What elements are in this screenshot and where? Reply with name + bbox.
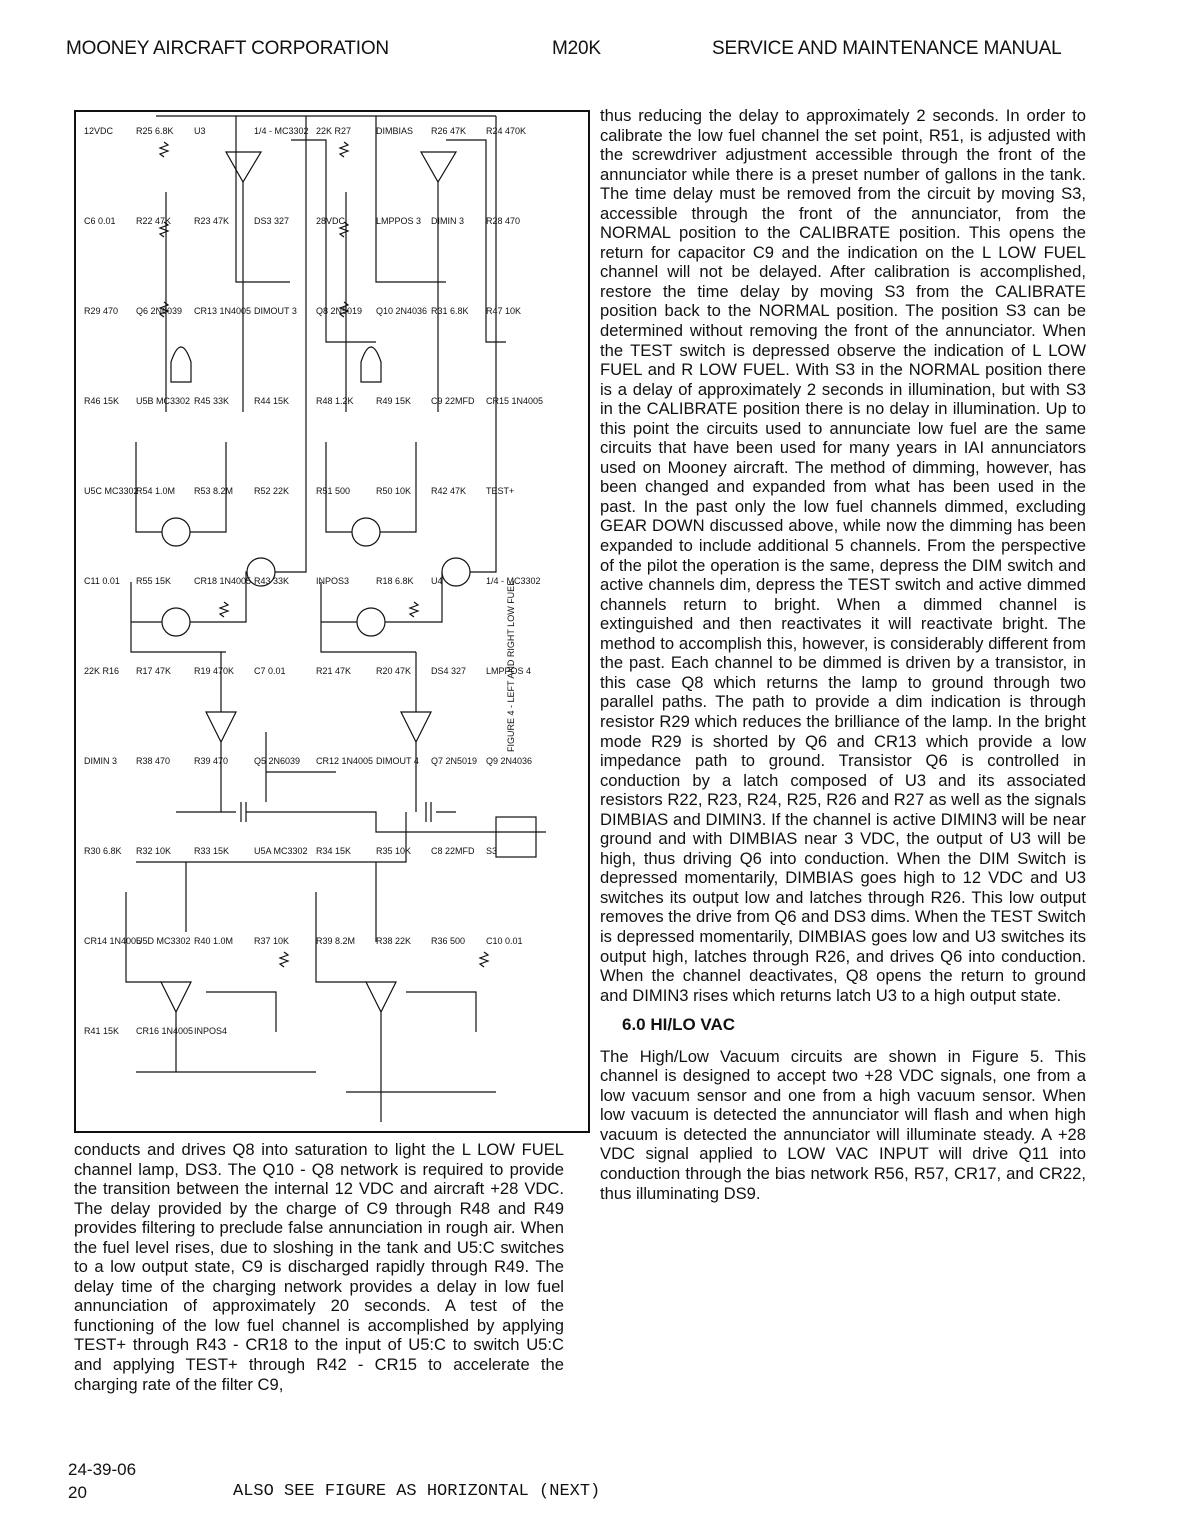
schematic-label: R49 15K xyxy=(376,396,412,406)
schematic-label: Q5 2N6039 xyxy=(254,756,301,766)
footer-note: ALSO SEE FIGURE AS HORIZONTAL (NEXT) xyxy=(233,1482,601,1501)
schematic-label: R21 47K xyxy=(316,666,352,676)
schematic-label: C7 0.01 xyxy=(254,666,286,676)
schematic-label: R29 470 xyxy=(84,306,119,316)
schematic-label: R43 33K xyxy=(254,576,290,586)
schematic-label: R33 15K xyxy=(194,846,230,856)
schematic-labels xyxy=(84,126,543,1036)
schematic-drawing xyxy=(76,112,592,1135)
schematic-label: R53 8.2M xyxy=(194,486,234,496)
schematic-label: DIMIN 3 xyxy=(431,216,465,226)
schematic-label: DIMOUT 3 xyxy=(254,306,297,316)
schematic-label: DS3 327 xyxy=(254,216,290,226)
right-text-column xyxy=(600,106,1086,1203)
schematic-label: R18 6.8K xyxy=(376,576,414,586)
schematic-wiring xyxy=(126,116,546,1122)
schematic-label: R38 22K xyxy=(376,936,412,946)
schematic-label: Q9 2N4036 xyxy=(486,756,533,766)
schematic-label: C11 0.01 xyxy=(84,576,120,586)
schematic-label: R32 10K xyxy=(136,846,172,856)
schematic-label: R20 47K xyxy=(376,666,412,676)
footer-page-number: 20 xyxy=(68,1483,87,1502)
footer-doc-number: 24-39-06 xyxy=(68,1460,137,1479)
right-paragraph: thus reducing the delay to approximately 2 seconds. In order to calibrate the low fuel channel the set point, R51, is adjusted with the screwdriver adjustment accessible through the front of the annunciator while there is a preset number of gallons in the tank. The time delay must be removed from the circuit by moving S3, accessible through the front of the annunciator, from the NORMAL position to the CALIBRATE position. This opens the return for capacitor C9 and the indication on the L LOW FUEL channel will not be delayed. After calibration is accomplished, restore the time delay by moving S3 from the CALIBRATE position back to the NORMAL position. The position S3 can be determined without removing the front of the annunciator. When the TEST switch is depressed observe the indication of L LOW FUEL and R LOW FUEL. With S3 in the NORMAL position there is a delay of approximately 2 seconds in illumination, but with S3 in the CALIBRATE position there is no delay in illumination. Up to this point the circuits used to annunciate low fuel are the same circuits that have been used for many years in IAI annunciators used on Mooney aircraft. The method of dimming, however, has been changed and expanded from what has been used in the past. In the past only the low fuel channels dimmed, excluding GEAR DOWN discussed above, while now the dimming has been expanded to include additional 5 channels. From the perspective of the pilot the operation is the same, depress the DIM switch and active channels dim, depress the TEST switch and active dimmed channels return to bright. When a dimmed channel is extinguished and then reactivates it will reactivate bright. The method to accomplish this, however, is considerably different from the past. Each channel to be dimmed is driven by a transistor, in this case Q8 which returns the lamp to ground through two parallel paths. The path to provide a dim indication is through resistor R29 which reduces the brilliance of the lamp. In the bright mode R29 is shorted by Q6 and CR13 which provide a low impedance path to ground. Transistor Q6 is controlled in conduction by a latch composed of U3 and its associated resistors R22, R23, R24, R25, R26 and R27 as well as the signals DIMBIAS and DIMIN3. If the channel is active DIMIN3 will be near ground and with DIMBIAS near 3 VDC, the output of U3 will be high, thus driving Q6 into conduction. When the DIM Switch is depressed momentarily, DIMBIAS goes high to 12 VDC and U3 switches its output low and latches through R26. This low output removes the drive from Q6 and DS3 dims. When the TEST Switch is depressed momentarily, DIMBIAS goes low and U3 switches its output high, latches through R26, and drives Q6 into conduction. When the channel deactivates, Q8 opens the return to ground and DIMIN3 rises which returns latch U3 to a high output state. xyxy=(600,106,1086,1005)
schematic-label: R47 10K xyxy=(486,306,522,316)
schematic-label: R51 500 xyxy=(316,486,351,496)
schematic-label: DS4 327 xyxy=(431,666,467,676)
left-text-column xyxy=(74,1140,564,1394)
schematic-label: R31 6.8K xyxy=(431,306,469,316)
schematic-label: U5C MC3302 xyxy=(84,486,139,496)
schematic-label: R35 10K xyxy=(376,846,412,856)
schematic-label: R26 47K xyxy=(431,126,467,136)
schematic-label: C9 22MFD xyxy=(431,396,475,406)
schematic-label: R50 10K xyxy=(376,486,412,496)
schematic-label: R25 6.8K xyxy=(136,126,174,136)
schematic-label: U4 xyxy=(431,576,443,586)
schematic-label: Q8 2N5019 xyxy=(316,306,363,316)
schematic-label: R24 470K xyxy=(486,126,527,136)
schematic-label: S3 xyxy=(486,846,498,856)
schematic-label: R30 6.8K xyxy=(84,846,122,856)
schematic-label: 12VDC xyxy=(84,126,114,136)
schematic-label: 22K R16 xyxy=(84,666,120,676)
schematic-label: U5D MC3302 xyxy=(136,936,191,946)
schematic-label: R52 22K xyxy=(254,486,290,496)
schematic-label: R38 470 xyxy=(136,756,171,766)
schematic-label: DIMOUT 4 xyxy=(376,756,419,766)
schematic-label: CR12 1N4005 xyxy=(316,756,374,766)
schematic-label: R34 15K xyxy=(316,846,352,856)
schematic-label: R46 15K xyxy=(84,396,120,406)
schematic-label: DIMBIAS xyxy=(376,126,414,136)
schematic-label: TEST+ xyxy=(486,486,515,496)
schematic-label: 22K R27 xyxy=(316,126,352,136)
schematic-label: Q10 2N4036 xyxy=(376,306,428,316)
schematic-label: 28VDC xyxy=(316,216,346,226)
schematic-label: R48 1.2K xyxy=(316,396,354,406)
header-model: M20K xyxy=(552,38,601,59)
schematic-label: CR15 1N4005 xyxy=(486,396,544,406)
schematic-label: C8 22MFD xyxy=(431,846,475,856)
schematic-label: R44 15K xyxy=(254,396,290,406)
section-heading: 6.0 HI/LO VAC xyxy=(622,1015,736,1035)
schematic-label: C6 0.01 xyxy=(84,216,116,226)
header-manual-title: SERVICE AND MAINTENANCE MANUAL xyxy=(712,38,1062,59)
schematic-label: R39 8.2M xyxy=(316,936,356,946)
schematic-label: LMPPOS 3 xyxy=(376,216,422,226)
schematic-label: R42 47K xyxy=(431,486,467,496)
header-company: MOONEY AIRCRAFT CORPORATION xyxy=(66,38,389,59)
schematic-figure xyxy=(74,110,590,1133)
schematic-label: CR16 1N4005 xyxy=(136,1026,194,1036)
left-paragraph: conducts and drives Q8 into saturation to light the L LOW FUEL channel lamp, DS3. The Q10 - Q8 network is required to provide the transition between the internal 12 VDC and aircraft +28 VDC. The delay provided by the charge of C9 through R48 and R49 provides filtering to preclude false annunciation in rough air. When the fuel level rises, due to sloshing in the tank and U5:C switches to a low output state, C9 is discharged rapidly through R49. The delay time of the charging network provides a delay in low fuel annunciation of approximately 20 seconds. A test of the functioning of the low fuel channel is accomplished by applying TEST+ through R43 - CR18 to the input of U5:C to switch U5:C and applying TEST+ through R42 - CR15 to accelerate the charging rate of the filter C9, xyxy=(74,1140,564,1394)
schematic-label: R55 15K xyxy=(136,576,172,586)
schematic-label: R37 10K xyxy=(254,936,290,946)
schematic-label: R54 1.0M xyxy=(136,486,176,496)
schematic-label: INPOS4 xyxy=(194,1026,228,1036)
schematic-label: R23 47K xyxy=(194,216,230,226)
figure-caption: FIGURE 4 - LEFT AND RIGHT LOW FUEL xyxy=(506,580,516,752)
schematic-label: R22 47K xyxy=(136,216,172,226)
schematic-label: R40 1.0M xyxy=(194,936,234,946)
schematic-label: Q7 2N5019 xyxy=(431,756,478,766)
schematic-label: CR13 1N4005 xyxy=(194,306,252,316)
schematic-label: U5B MC3302 xyxy=(136,396,191,406)
schematic-label: R36 500 xyxy=(431,936,466,946)
schematic-label: INPOS3 xyxy=(316,576,350,586)
schematic-label: R41 15K xyxy=(84,1026,120,1036)
schematic-label: CR18 1N4005 xyxy=(194,576,252,586)
schematic-label: R17 47K xyxy=(136,666,172,676)
schematic-label: R45 33K xyxy=(194,396,230,406)
schematic-label: 1/4 - MC3302 xyxy=(254,126,309,136)
schematic-label: Q6 2N6039 xyxy=(136,306,183,316)
schematic-label: 1/4 - MC3302 xyxy=(486,576,541,586)
schematic-label: R39 470 xyxy=(194,756,229,766)
schematic-label: CR14 1N4005 xyxy=(84,936,142,946)
schematic-label: LMPPOS 4 xyxy=(486,666,532,676)
schematic-label: U5A MC3302 xyxy=(254,846,308,856)
schematic-label: R28 470 xyxy=(486,216,521,226)
schematic-label: R19 470K xyxy=(194,666,235,676)
schematic-label: U3 xyxy=(194,126,206,136)
schematic-label: C10 0.01 xyxy=(486,936,523,946)
schematic-label: DIMIN 3 xyxy=(84,756,118,766)
section-paragraph: The High/Low Vacuum circuits are shown in Figure 5. This channel is designed to accept two +28 VDC signals, one from a low vacuum sensor and one from a high vacuum sensor. When low vacuum is detected the annunciator will flash and when high vacuum is detected the annunciator will illuminate steady. A +28 VDC signal applied to LOW VAC INPUT will drive Q11 into conduction through the bias network R56, R57, CR17, and CR22, thus illuminating DS9. xyxy=(600,1046,1086,1203)
